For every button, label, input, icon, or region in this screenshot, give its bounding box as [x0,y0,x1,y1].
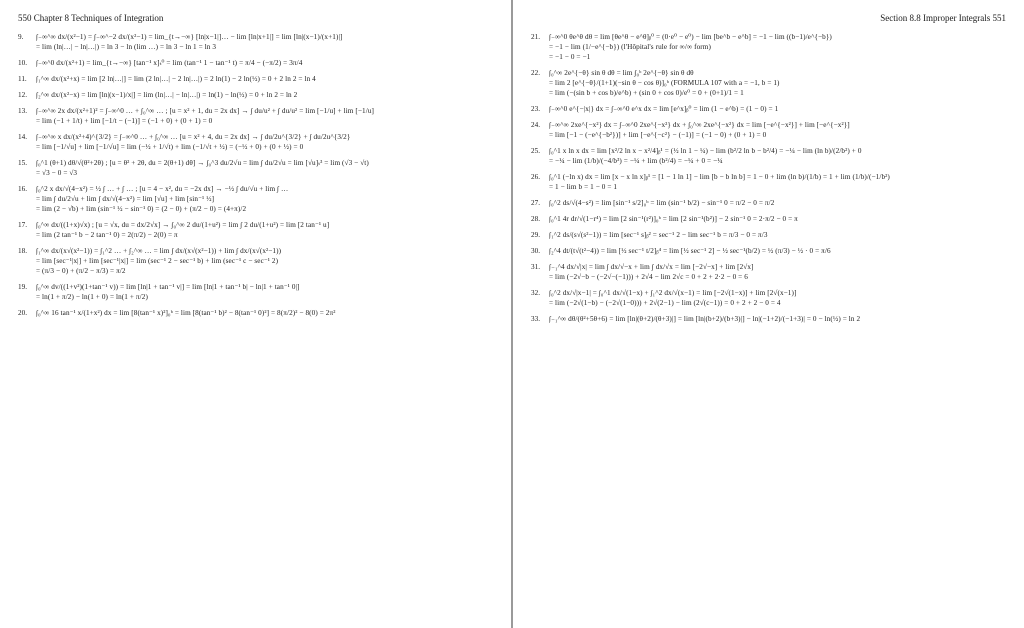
solution-line: = (π/3 − 0) + (π/2 − π/3) = π/2 [36,267,126,275]
solution-line: = −¼ − lim (1/b)/(−4/b³) = −¼ + lim (b²/4) = −¼ + 0 = −¼ [549,157,723,165]
solution-line: = 1 − lim b = 1 − 0 = 1 [549,183,618,191]
solution-line: ∫₀^1 4r dr/√(1−r⁴) = lim [2 sin⁻¹(r²)]₀ᵇ = lim [2 sin⁻¹(b²)] − 2 sin⁻¹ 0 = 2·π/2 − 0 = π [549,215,798,223]
problem [18,308,493,318]
solution-line: = −1 − 0 = −1 [549,53,591,61]
solution-line: ∫₂^4 dt/(t√(t²−4)) = lim [½ sec⁻¹ t/2]ᵦ⁴ = lim [½ sec⁻¹ 2] − ½ sec⁻¹(b/2) = ½ (π/3) − ½ · 0 = π/6 [549,247,831,255]
problem-solution [549,262,1006,282]
problem [531,146,1006,166]
solution-line: ∫₀^2 dx/√|x−1| = ∫₀^1 dx/√(1−x) + ∫₁^2 dx/√(x−1) = lim [−2√(1−x)] + lim [2√(x−1)] [549,289,797,297]
page-header [531,10,1006,26]
problem-number: 10. [18,59,27,67]
problem-solution [549,68,1006,98]
problem [531,262,1006,282]
problem [18,246,493,276]
problem-solution [549,288,1006,308]
problem-list [18,32,493,318]
problem [531,120,1006,140]
solution-line: = lim ∫ du/2√u + lim ∫ dx/√(4−x²) = lim [√u] + lim [sin⁻¹ ½] [36,195,215,203]
solution-line: = lim (−(sin b + cos b)/e^b) + (sin 0 + cos 0)/e⁰ = 0 + (0+1)/1 = 1 [549,89,744,97]
problem-solution [36,58,493,68]
solution-line: ∫₀^∞ dx/((1+x)√x) ; [u = √x, du = dx/2√x] → ∫₀^∞ 2 du/(1+u²) = lim ∫ 2 du/(1+u²) = lim [2 tan⁻¹ u] [36,221,330,229]
problem-number: 27. [531,199,540,207]
problem [18,74,493,84]
solution-line: ∫₋∞^0 θe^θ dθ = lim [θe^θ − e^θ]ᵦ⁰ = (0·e⁰ − e⁰) − lim [be^b − e^b] = −1 − lim ((b−1)/e^{−b}) [549,33,832,41]
problem-number: 26. [531,173,540,181]
problem [531,104,1006,114]
problem-solution [36,74,493,84]
problem-solution [36,158,493,178]
problem [18,282,493,302]
page-header [18,10,493,26]
solution-line: = ln(1 + π/2) − ln(1 + 0) = ln(1 + π/2) [36,293,148,301]
solution-line: ∫₂^∞ dx/(x²−x) = lim [ln|(x−1)/x|] = lim (ln|…| − ln|…|) = ln(1) − ln(½) = 0 + ln 2 = ln 2 [36,91,298,99]
problem-solution [549,214,1006,224]
problem [531,198,1006,208]
problem [18,106,493,126]
problem-number: 15. [18,159,27,167]
solution-line: ∫₀^∞ 2e^{−θ} sin θ dθ = lim ∫₀ᵇ 2e^{−θ} sin θ dθ [549,69,694,77]
solution-line: ∫₋∞^∞ 2xe^{−x²} dx = ∫₋∞^0 2xe^{−x²} dx + ∫₀^∞ 2xe^{−x²} dx = lim [−e^{−x²}] + lim [−e^{−x²}] [549,121,850,129]
problem [18,58,493,68]
problem-solution [549,172,1006,192]
problem-solution [549,104,1006,114]
problem-solution [549,198,1006,208]
solution-line: = lim [−1/√u] + lim [−1/√u] = lim (−½ + 1/√t) + lim (−1/√t + ½) = (−½ + 0) + (0 + ½) = 0 [36,143,304,151]
problem-solution [36,282,493,302]
solution-line: = lim (ln|…| − ln|…|) = ln 3 − ln (lim …) = ln 3 − ln 1 = ln 3 [36,43,217,51]
problem-number: 21. [531,33,540,41]
problem [18,90,493,100]
problem-solution [36,132,493,152]
problem [531,32,1006,62]
solution-line: ∫₋∞^∞ 2x dx/(x²+1)² = ∫₋∞^0 … + ∫₀^∞ … ; [u = x² + 1, du = 2x dx] → ∫ du/u² + ∫ du/u² = lim [−1/u] + lim [−1/u] [36,107,375,115]
problem [18,158,493,178]
problem-solution [549,120,1006,140]
problem [531,172,1006,192]
problem-solution [549,246,1006,256]
solution-line: ∫₀^1 (θ+1) dθ/√(θ²+2θ) ; [u = θ² + 2θ, du = 2(θ+1) dθ] → ∫₀^3 du/2√u = lim ∫ du/2√u = lim [√u]ₜ³ = lim (√3 − √t) [36,159,369,167]
solution-line: = lim (−1 + 1/t) + lim [−1/t − (−1)] = (−1 + 0) + (0 + 1) = 0 [36,117,213,125]
problem-number: 30. [531,247,540,255]
solution-line: ∫₋∞^∞ x dx/(x²+4)^{3/2} = ∫₋∞^0 … + ∫₀^∞ … [u = x² + 4, du = 2x dx] → ∫ du/2u^{3/2} + ∫ du/2u^{3/2} [36,133,351,141]
solution-line: ∫₋₁^4 dx/√|x| = lim ∫ dx/√−x + lim ∫ dx/√x = lim [−2√−x] + lim [2√x] [549,263,754,271]
problem-solution [36,184,493,214]
problem [531,230,1006,240]
solution-line: = lim (2 − √b) + lim (sin⁻¹ ½ − sin⁻¹ 0) = (2 − 0) + (π/2 − 0) = (4+π)/2 [36,205,247,213]
problem-number: 24. [531,121,540,129]
solution-line: ∫₀^1 (−ln x) dx = lim [x − x ln x]ᵦ¹ = [1 − 1 ln 1] − lim [b − b ln b] = 1 − 0 + lim (ln b)/(1/b) = 1 + lim (1/b)/(−1/b²) [549,173,890,181]
solution-line: ∫₋∞^∞ dx/(x²−1) = ∫₋∞^−2 dx/(x²−1) = lim_{t→−∞} [ln|x−1|]… − lim [ln|x+1|] = lim [ln|(x−1)/(x+1)|] [36,33,343,41]
solution-line: = lim [−1 − (−e^{−b²})] + lim [−e^{−c²} − (−1)] = (−1 − 0) + (0 + 1) = 0 [549,131,767,139]
problem [531,314,1006,324]
solution-line: ∫₀^1 x ln x dx = lim [x²/2 ln x − x²/4]ᵦ¹ = (½ ln 1 − ¼) − lim (b²/2 ln b − b²/4) = −¼ − lim (ln b)/(2/b²) + 0 [549,147,862,155]
problem-number: 12. [18,91,27,99]
problem-number: 22. [531,69,540,77]
problem-solution [36,246,493,276]
solution-line: = √3 − 0 = √3 [36,169,78,177]
solution-line: ∫₁^∞ dx/(x²+x) = lim [2 ln|…|] = lim (2 ln|…| − 2 ln|…|) = 2 ln(1) − 2 ln(½) = 0 + 2 ln 2 = ln 4 [36,75,316,83]
problem [18,220,493,240]
problem-number: 33. [531,315,540,323]
problem-number: 14. [18,133,27,141]
problem [531,214,1006,224]
solution-line: = lim [sec⁻¹|x|] + lim [sec⁻¹|x|] = lim (sec⁻¹ 2 − sec⁻¹ b) + lim (sec⁻¹ c − sec⁻¹ 2) [36,257,279,265]
header-right: Section 8.8 Improper Integrals 551 [880,13,1006,23]
problem-number: 19. [18,283,27,291]
problem-number: 28. [531,215,540,223]
problem-solution [36,90,493,100]
problem [531,246,1006,256]
solution-line: = lim (−2√−b − (−2√−(−1))) + 2√4 − lim 2√c = 0 + 2 + 2·2 − 0 = 6 [549,273,748,281]
problem-list [531,32,1006,324]
solution-line: = lim (2 tan⁻¹ b − 2 tan⁻¹ 0) = 2(π/2) − 2(0) = π [36,231,178,239]
problem-number: 23. [531,105,540,113]
solution-line: ∫₋∞^0 dx/(x²+1) = lim_{t→−∞} [tan⁻¹ x]ₜ⁰ = lim (tan⁻¹ 1 − tan⁻¹ t) = π/4 − (−π/2) = 3π/4 [36,59,303,67]
right-page [513,0,1024,628]
problem [18,132,493,152]
solution-line: = lim 2 [e^{−θ}/(1+1)(−sin θ − cos θ)]₀ᵇ (FORMULA 107 with a = −1, b = 1) [549,79,780,87]
problem [531,288,1006,308]
problem-number: 18. [18,247,27,255]
problem-solution [549,32,1006,62]
problem-number: 13. [18,107,27,115]
problem-number: 31. [531,263,540,271]
solution-line: = −1 − lim (1/−e^{−b}) (l'Hôpital's rule for ∞/∞ form) [549,43,711,51]
problem-solution [549,314,1006,324]
solution-line: ∫₋₁^∞ dθ/(θ²+5θ+6) = lim [ln|(θ+2)/(θ+3)|] = lim [ln|(b+2)/(b+3)|] − ln|(−1+2)/(−1+3)| = 0 − ln(½) = ln 2 [549,315,861,323]
problem-solution [549,230,1006,240]
problem [531,68,1006,98]
solution-line: ∫₋∞^0 e^{−|x|} dx = ∫₋∞^0 e^x dx = lim [e^x]ᵦ⁰ = lim (1 − e^b) = (1 − 0) = 1 [549,105,779,113]
problem-solution [36,308,493,318]
solution-line: ∫₀^2 x dx/√(4−x²) = ½ ∫ … + ∫ … ; [u = 4 − x², du = −2x dx] → −½ ∫ du/√u + lim ∫ … [36,185,289,193]
problem-number: 11. [18,75,27,83]
problem-solution [36,32,493,52]
problem-number: 20. [18,309,27,317]
problem-number: 17. [18,221,27,229]
solution-line: ∫₁^∞ dx/(x√(x²−1)) = ∫₁^2 … + ∫₂^∞ … = lim ∫ dx/(x√(x²−1)) + lim ∫ dx/(x√(x²−1)) [36,247,282,255]
problem-number: 9. [18,33,24,41]
header-left: 550 Chapter 8 Techniques of Integration [18,13,164,23]
solution-line: ∫₀^2 ds/√(4−s²) = lim [sin⁻¹ s/2]₀ᵇ = lim (sin⁻¹ b/2) − sin⁻¹ 0 = π/2 − 0 = π/2 [549,199,775,207]
solution-line: = lim (−2√(1−b) − (−2√(1−0))) + 2√(2−1) − lim (2√(c−1)) = 0 + 2 + 2 − 0 = 4 [549,299,781,307]
solution-line: ∫₀^∞ 16 tan⁻¹ x/(1+x²) dx = lim [8(tan⁻¹ x)²]₀ᵇ = lim [8(tan⁻¹ b)² − 8(tan⁻¹ 0)²] = 8(π/2)² − 8(0) = 2π² [36,309,336,317]
problem-number: 32. [531,289,540,297]
left-page [0,0,511,628]
problem-number: 29. [531,231,540,239]
problem-number: 25. [531,147,540,155]
solution-line: ∫₁^2 ds/(s√(s²−1)) = lim [sec⁻¹ s]ᵦ² = sec⁻¹ 2 − lim sec⁻¹ b = π/3 − 0 = π/3 [549,231,768,239]
problem [18,184,493,214]
problem-number: 16. [18,185,27,193]
solution-line: ∫₀^∞ dv/((1+v²)(1+tan⁻¹ v)) = lim [ln|1 + tan⁻¹ v|] = lim [ln|1 + tan⁻¹ b| − ln|1 + tan⁻¹ 0|] [36,283,300,291]
problem-solution [549,146,1006,166]
problem-solution [36,220,493,240]
problem-solution [36,106,493,126]
problem [18,32,493,52]
